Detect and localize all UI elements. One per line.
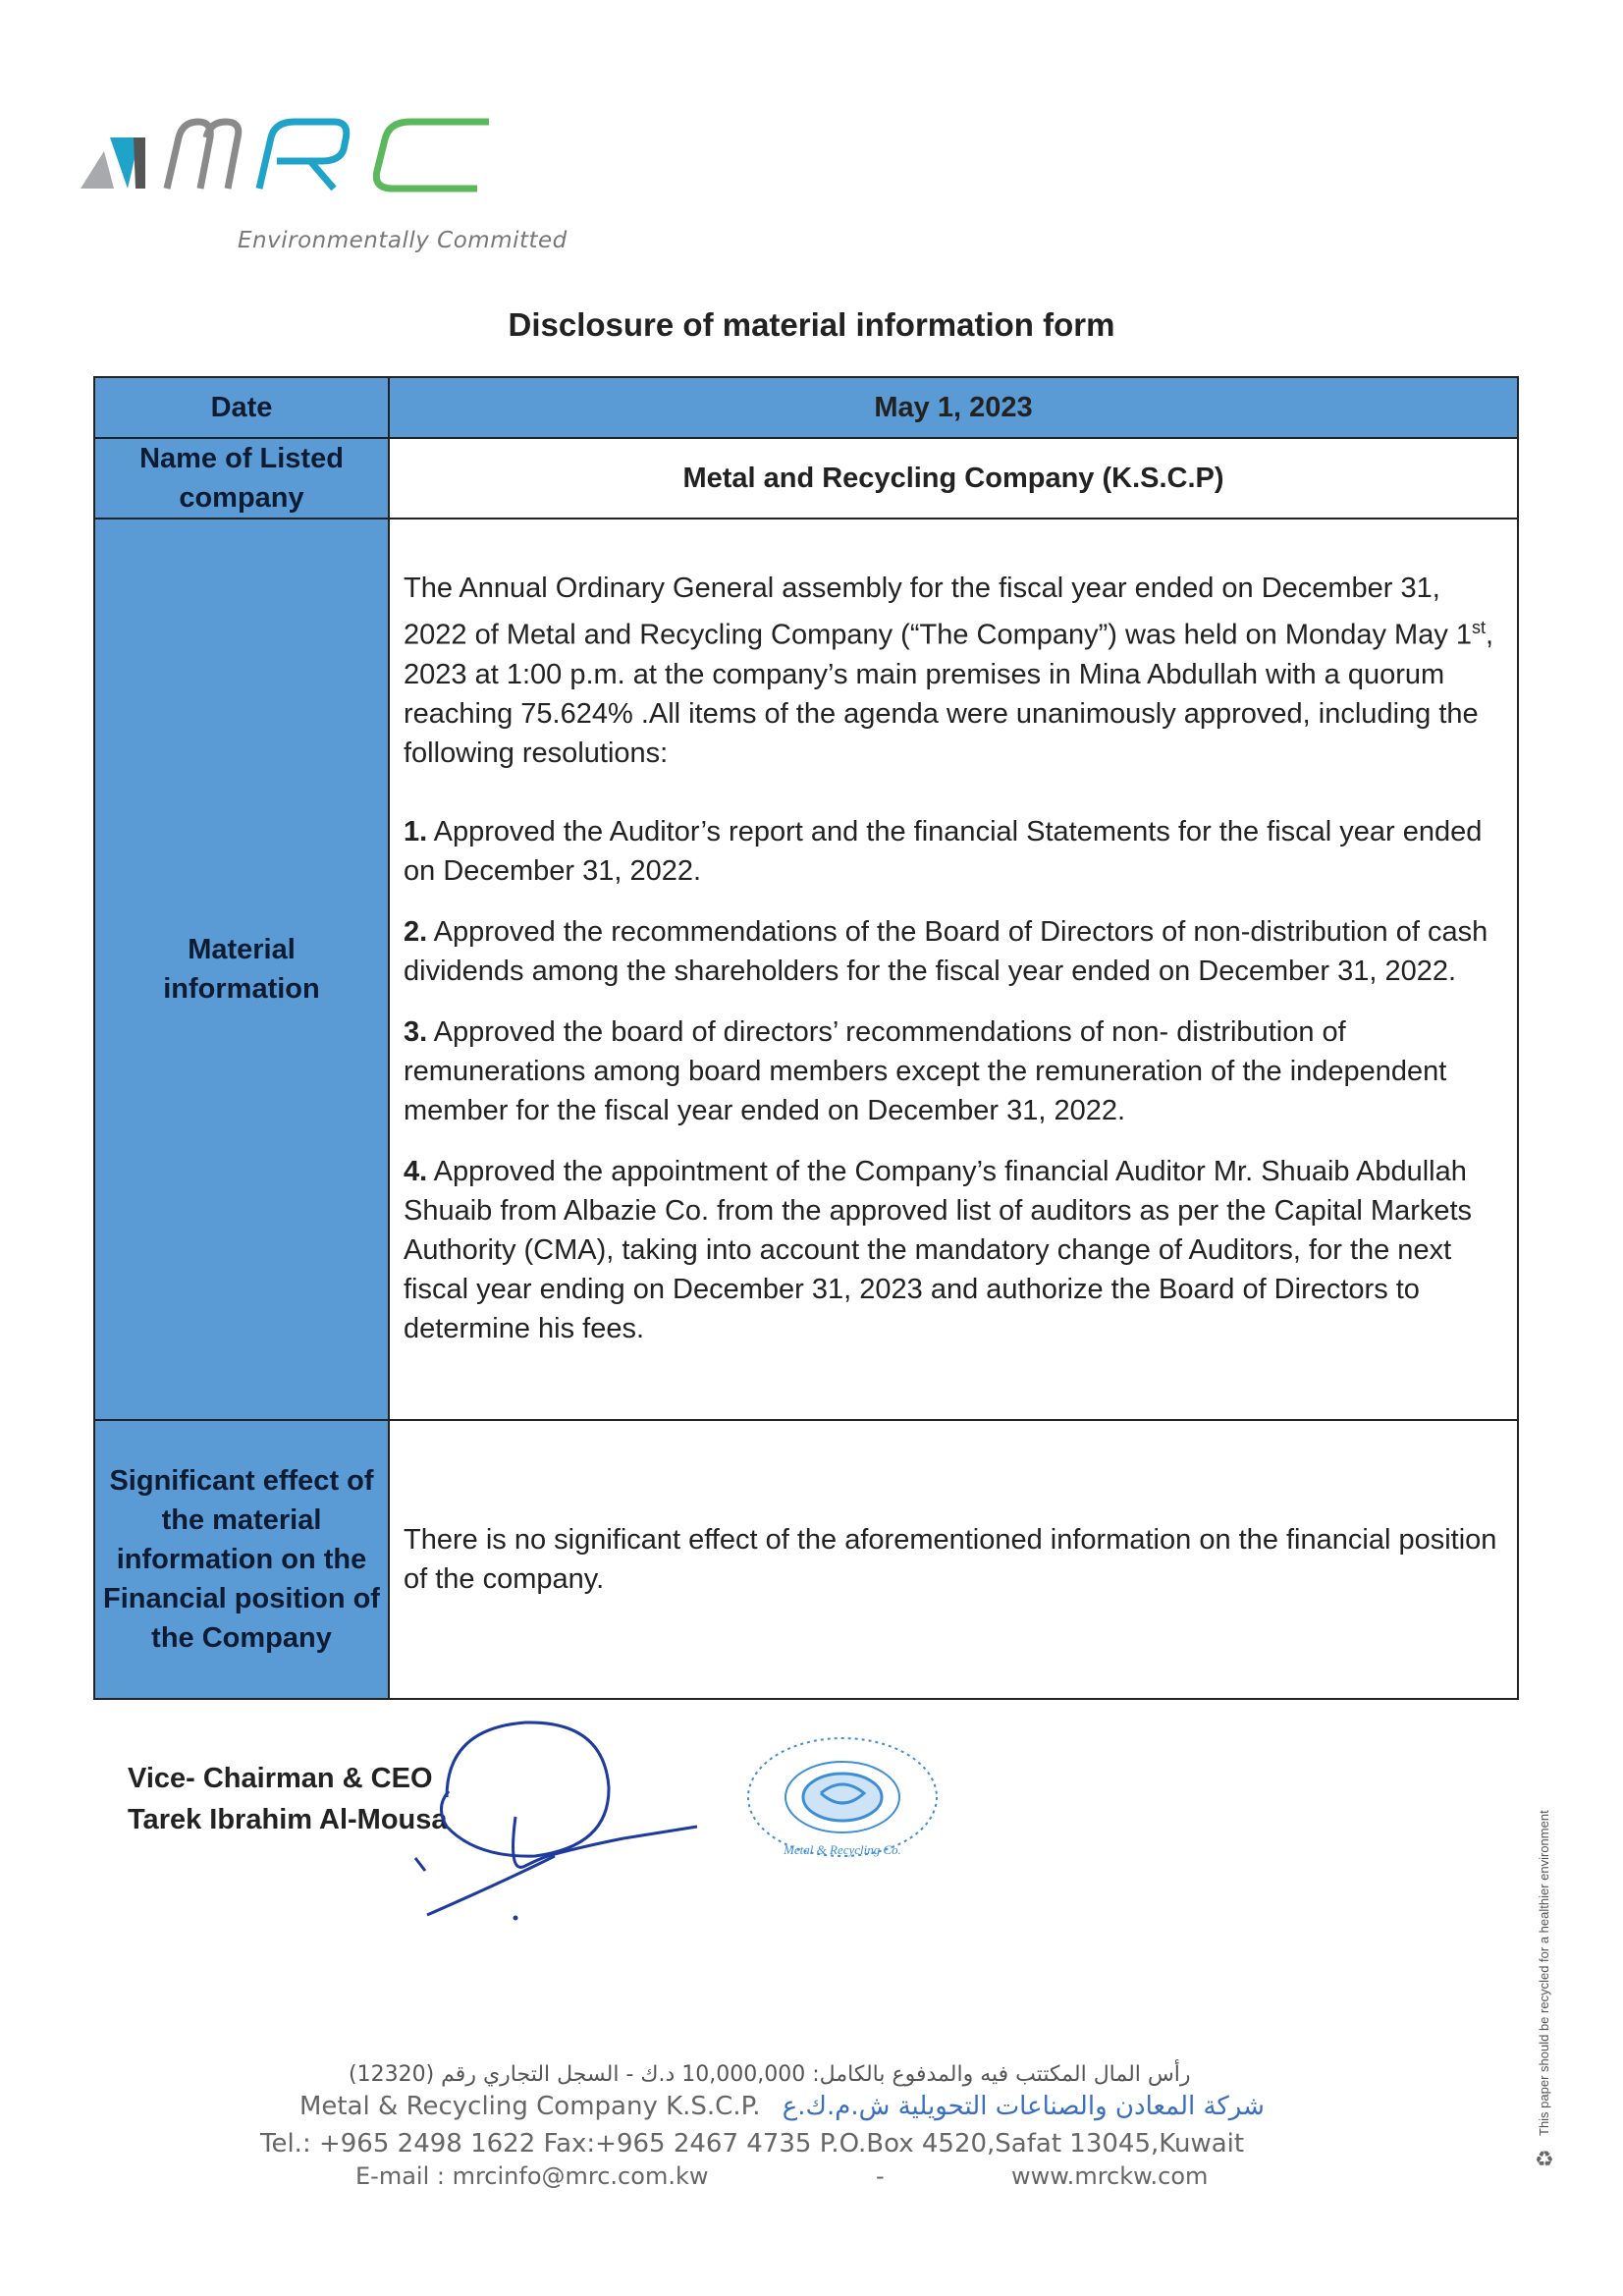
resolution-text: Approved the Auditor’s report and the financial Statements for the fiscal year ended on December 31, 2022. (404, 815, 1483, 887)
material-intro-sup: st (1472, 618, 1487, 638)
handwritten-signature (388, 1709, 722, 1935)
resolution-item (404, 1152, 1499, 1348)
resolution-number: 2. (404, 915, 428, 948)
resolution-item (404, 1012, 1499, 1130)
company-name-value: Metal and Recycling Company (K.S.C.P) (389, 438, 1518, 519)
resolution-text: Approved the appointment of the Company’s financial Auditor Mr. Shuaib Abdullah Shuaib from Albazie Co. from the approved list of auditors as per the Capital Markets Authority (CMA), taking into account the mandatory change of Auditors, for the next fiscal year ending on December 31, 2023 and authorize the Board of Directors to determine his fees. (404, 1155, 1473, 1344)
resolution-item (404, 812, 1499, 891)
footer-contact: Tel.: +965 2498 1622 Fax:+965 2467 4735 P.O.Box 4520,Safat 13045,Kuwait (260, 2129, 1245, 2159)
table-row-date (94, 377, 1518, 438)
resolution-number: 3. (404, 1015, 428, 1048)
recycle-note: This paper should be recycled for a healthier environment (1537, 1810, 1551, 2136)
table-row-significant-effect (94, 1420, 1518, 1699)
date-label: Date (94, 377, 389, 438)
resolution-number: 1. (404, 815, 428, 847)
recycle-icon: ♻ (1535, 2147, 1554, 2171)
resolution-text: Approved the recommendations of the Board of Directors of non-distribution of cash dividends among the shareholders for the fiscal year ended on December 31, 2022. (404, 915, 1488, 987)
footer-email: E-mail : mrcinfo@mrc.com.kw (355, 2162, 709, 2190)
form-title: Disclosure of material information form (508, 306, 1115, 343)
table-row-company-name (94, 438, 1518, 519)
significant-effect-value (389, 1420, 1518, 1699)
material-information-value (389, 519, 1518, 1420)
footer-company-ar: شركة المعادن والصناعات التحويلية ش.م.ك.ع (782, 2092, 1265, 2121)
resolution-number: 4. (404, 1155, 428, 1187)
footer-email-line (355, 2162, 1209, 2190)
table-row-material-information (94, 519, 1518, 1420)
footer-separator: - (876, 2162, 885, 2190)
company-stamp (744, 1728, 960, 1876)
resolution-text: Approved the board of directors’ recommendations of non- distribution of remunerations among board members except the remuneration of the independent member for the fiscal year ended on December 31, 2022. (404, 1015, 1447, 1126)
material-intro (404, 569, 1499, 773)
stamp-text: Metal & Recycling Co. (784, 1842, 901, 1857)
date-value: May 1, 2023 (389, 377, 1518, 438)
material-intro-part-a: The Annual Ordinary General assembly for the fiscal year ended on December 31, 2022 of Metal and Recycling Company (“The Company”) was held on Monday May 1 (404, 573, 1473, 651)
company-name-label: Name of Listed company (94, 438, 389, 519)
signer-title: Vice- Chairman & CEO (128, 1763, 433, 1794)
footer-company-en: Metal & Recycling Company K.S.C.P. (299, 2092, 761, 2121)
disclosure-table (93, 376, 1519, 1700)
material-intro-part-b: , 2023 at 1:00 p.m. at the company’s main premises in Mina Abdullah with a quorum reaching 75.624% .All items of the agenda were unanimously approved, including the following resolutions: (404, 619, 1494, 769)
footer-website: www.mrckw.com (1011, 2162, 1209, 2190)
footer-capital-line: رأس المال المكتتب فيه والمدفوع بالكامل: 10,000,000 د.ك - السجل التجاري رقم (12320) (349, 2062, 1191, 2087)
resolution-item (404, 912, 1499, 991)
significant-effect-text: There is no significant effect of the aforementioned information on the financial position of the company. (404, 1524, 1497, 1595)
material-information-label: Material information (94, 519, 389, 1420)
tagline: Environmentally Committed (238, 228, 568, 253)
signer-name: Tarek Ibrahim Al-Mousa (128, 1804, 448, 1835)
footer-company-line (299, 2092, 1265, 2121)
significant-effect-label: Significant effect of the material information on the Financial position of the Company (94, 1420, 389, 1699)
mrc-logo-mark-icon (77, 98, 568, 206)
